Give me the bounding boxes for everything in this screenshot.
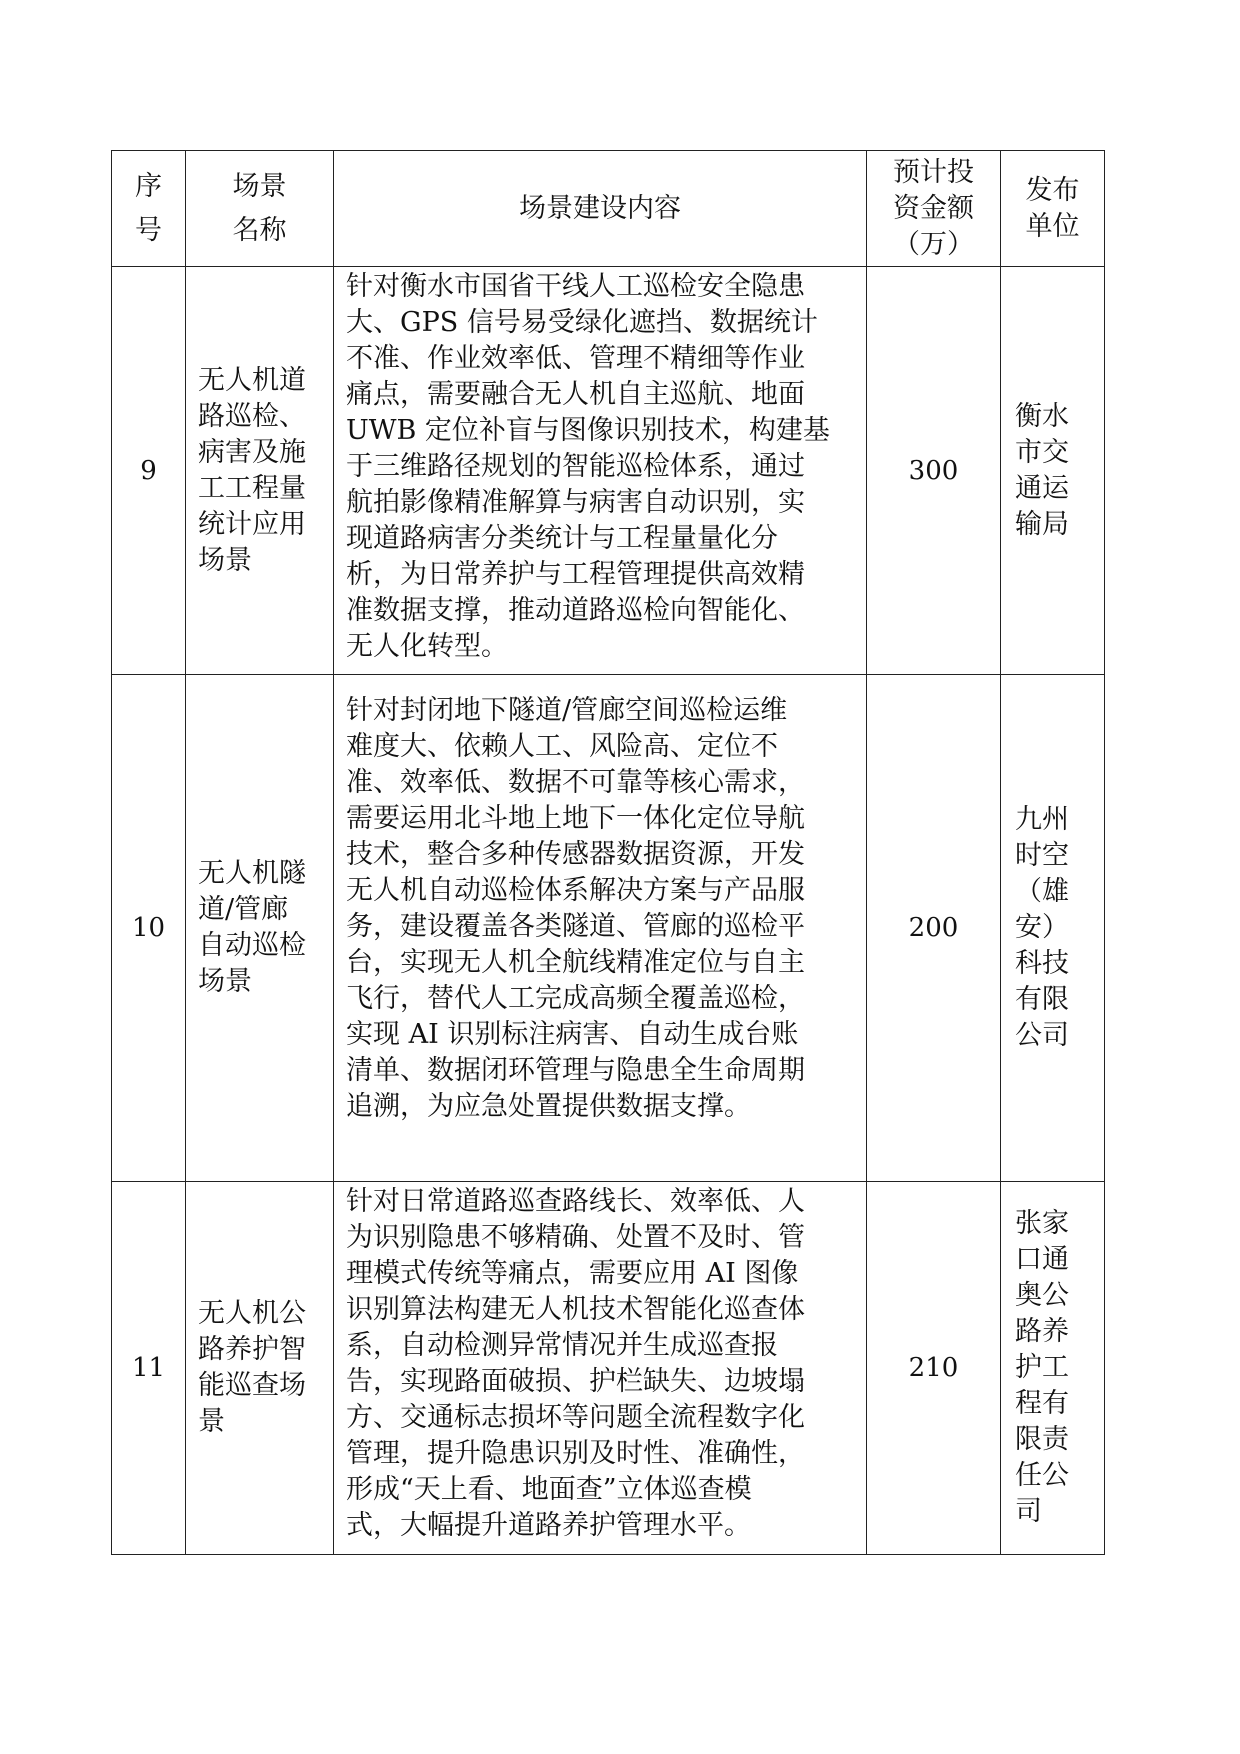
row-index: 11 — [112, 1182, 186, 1555]
header-index-label: 序 号 — [135, 170, 162, 246]
row-content: 针对日常道路巡查路线长、效率低、人 为识别隐患不够精确、处置不及时、管 理模式传统等痛点，需要应用 AI 图像 识别算法构建无人机技术智能化巡查体 系，自动检测异常情况并生成巡查报 告，实现路面破损、护栏缺失、边坡塌 方、交通标志损坏等问题全流程数字化 管理，提升隐患识别及时性、准确性， 形成“天上看、地面查”立体巡查模 式，大幅提升道路养护管理水平。 — [334, 1182, 867, 1555]
header-content-label: 场景建设内容 — [519, 192, 681, 224]
row-amount: 210 — [867, 1182, 1001, 1555]
header-publisher — [1001, 151, 1105, 267]
row-publisher: 九州 时空 （雄 安） 科技 有限 公司 — [1001, 675, 1105, 1182]
row-name: 无人机公 路养护智 能巡查场 景 — [186, 1182, 334, 1555]
header-index — [112, 151, 186, 267]
row-index: 9 — [112, 267, 186, 675]
row-publisher: 张家 口通 奥公 路养 护工 程有 限责 任公 司 — [1001, 1182, 1105, 1555]
header-name-label: 场景 名称 — [232, 170, 287, 246]
row-content: 针对衡水市国省干线人工巡检安全隐患 大、GPS 信号易受绿化遮挡、数据统计 不准、作业效率低、管理不精细等作业 痛点，需要融合无人机自主巡航、地面 UWB 定位补盲与图像识别技术，构建基 于三维路径规划的智能巡检体系，通过 航拍影像精准解算与病害自动识别，实 现道路病害分类统计与工程量量化分 析，为日常养护与工程管理提供高效精 准数据支撑，推动道路巡检向智能化、 无人化转型。 — [334, 267, 867, 675]
row-content: 针对封闭地下隧道/管廊空间巡检运维 难度大、依赖人工、风险高、定位不 准、效率低、数据不可靠等核心需求， 需要运用北斗地上地下一体化定位导航 技术，整合多种传感器数据资源，开发 无人机自动巡检体系解决方案与产品服 务，建设覆盖各类隧道、管廊的巡检平 台，实现无人机全航线精准定位与自主 飞行，替代人工完成高频全覆盖巡检， 实现 AI 识别标注病害、自动生成台账 清单、数据闭环管理与隐患全生命周期 追溯，为应急处置提供数据支撑。 — [334, 675, 867, 1182]
header-content — [334, 151, 867, 267]
scenario-table — [111, 150, 1105, 1555]
row-amount: 200 — [867, 675, 1001, 1182]
row-amount: 300 — [867, 267, 1001, 675]
header-name — [186, 151, 334, 267]
header-publisher-label: 发布 单位 — [1025, 174, 1080, 242]
table-row — [112, 1182, 1105, 1555]
row-name: 无人机隧 道/管廊 自动巡检 场景 — [186, 675, 334, 1182]
table-header-row — [112, 151, 1105, 267]
row-name: 无人机道 路巡检、 病害及施 工工程量 统计应用 场景 — [186, 267, 334, 675]
header-amount-label: 预计投 资金额 （万） — [893, 156, 974, 260]
row-publisher: 衡水 市交 通运 输局 — [1001, 267, 1105, 675]
table-row — [112, 267, 1105, 675]
header-amount — [867, 151, 1001, 267]
table-row — [112, 675, 1105, 1182]
row-index: 10 — [112, 675, 186, 1182]
